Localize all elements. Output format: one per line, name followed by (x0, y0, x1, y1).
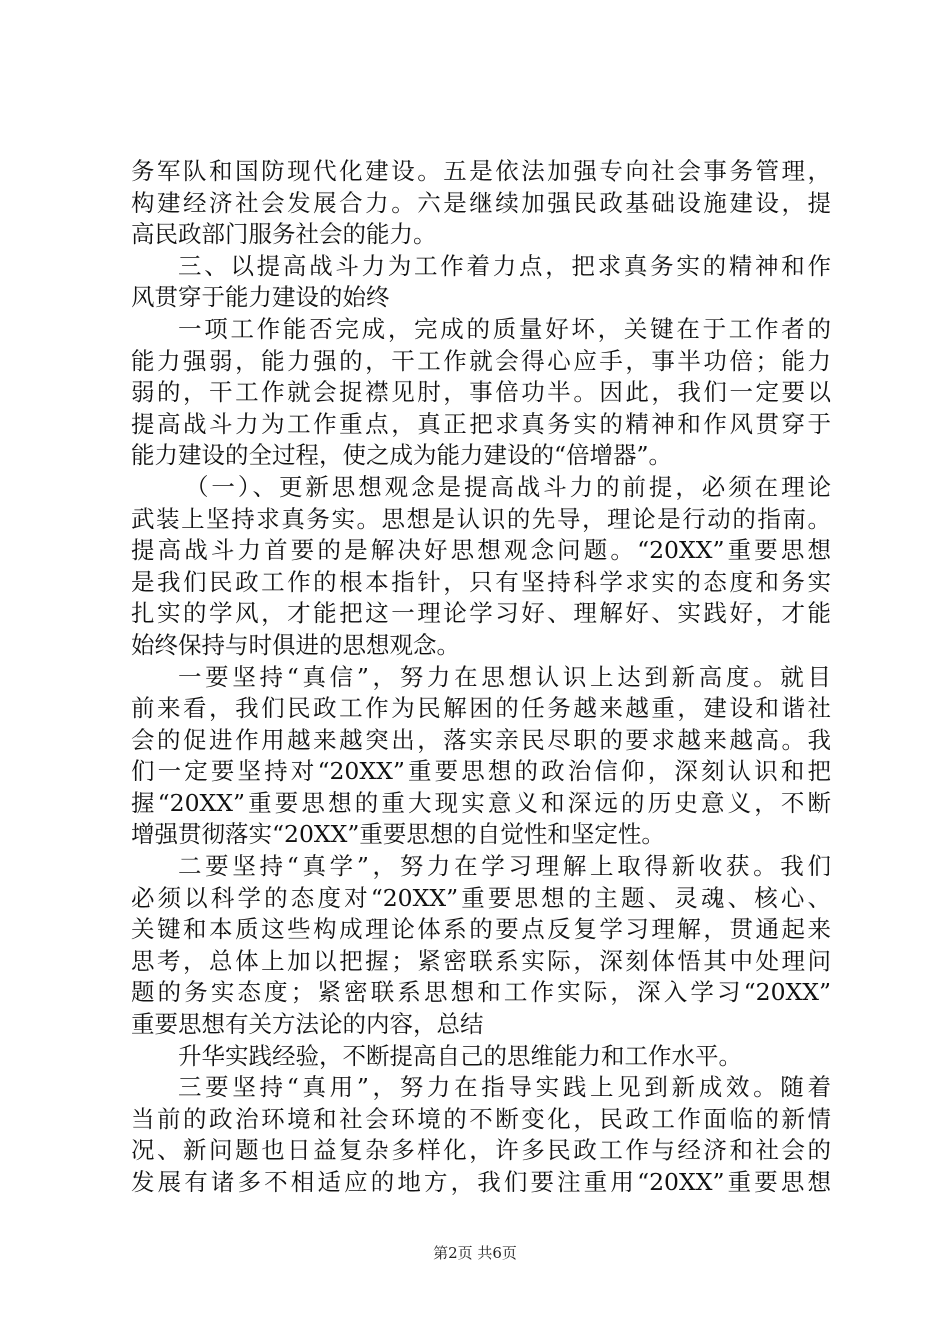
text-line: 三要坚持“真用”，努力在指导实践上见到新成效。随着 (178, 1073, 831, 1102)
text-line: 一项工作能否完成，完成的质量好坏，关键在于工作者的 (178, 314, 831, 343)
text-line: 增强贯彻落实“20XX”重要思想的自觉性和坚定性。 (131, 820, 665, 849)
text-line: 前来看，我们民政工作为民解困的任务越来越重，建设和谐社 (131, 694, 831, 723)
text-line: 们一定要坚持对“20XX”重要思想的政治信仰，深刻认识和把 (131, 757, 831, 786)
text-line: 况、新问题也日益复杂多样化，许多民政工作与经济和社会的 (131, 1136, 831, 1165)
text-line: 是我们民政工作的根本指针，只有坚持科学求实的态度和务实 (131, 567, 831, 596)
text-line: 思考，总体上加以把握；紧密联系实际，深刻体悟其中处理问 (131, 946, 831, 975)
text-line: 重要思想有关方法论的内容，总结 (131, 1010, 484, 1039)
text-line: 一要坚持“真信”，努力在思想认识上达到新高度。就目 (178, 662, 831, 691)
text-line: 升华实践经验，不断提高自己的思维能力和工作水平。 (178, 1041, 742, 1070)
text-line: 握“20XX”重要思想的重大现实意义和深远的历史意义，不断 (131, 788, 831, 817)
text-line: 提高战斗力为工作重点，真正把求真务实的精神和作风贯穿于 (131, 409, 831, 438)
text-line: 务军队和国防现代化建设。五是依法加强专向社会事务管理， (131, 157, 831, 185)
text-line: 能力建设的全过程，使之成为能力建设的“倍增器”。 (131, 441, 673, 470)
text-line: 高民政部门服务社会的能力。 (131, 220, 437, 249)
page-footer: 第2页 共6页 (433, 1244, 517, 1262)
text-line: 发展有诸多不相适应的地方，我们要注重用“20XX”重要思想 (131, 1168, 831, 1196)
text-line: 必须以科学的态度对“20XX”重要思想的主题、灵魂、核心、 (131, 883, 831, 912)
text-line: 能力强弱，能力强的，干工作就会得心应手，事半功倍；能力 (131, 346, 831, 375)
text-line: 扎实的学风，才能把这一理论学习好、理解好、实践好，才能 (131, 599, 831, 628)
text-line: 会的促进作用越来越突出，落实亲民尽职的要求越来越高。我 (131, 725, 831, 754)
text-line: 武装上坚持求真务实。思想是认识的先导，理论是行动的指南。 (131, 504, 831, 533)
text-line: 三、以提高战斗力为工作着力点，把求真务实的精神和作 (178, 251, 831, 280)
text-line: 风贯穿于能力建设的始终 (131, 283, 390, 312)
text-line: （一）、更新思想观念是提高战斗力的前提，必须在理论 (185, 472, 831, 501)
text-line: 二要坚持“真学”，努力在学习理解上取得新收获。我们 (178, 852, 831, 881)
text-line: 构建经济社会发展合力。六是继续加强民政基础设施建设，提 (131, 188, 831, 217)
text-line: 提高战斗力首要的是解决好思想观念问题。“20XX”重要思想 (131, 536, 831, 565)
text-line: 关键和本质这些构成理论体系的要点反复学习理解，贯通起来 (131, 915, 831, 944)
text-line: 始终保持与时俱进的思想观念。 (131, 630, 460, 659)
document-body (131, 156, 831, 1199)
text-line: 弱的，干工作就会捉襟见肘，事倍功半。因此，我们一定要以 (131, 378, 831, 407)
text-line: 当前的政治环境和社会环境的不断变化，民政工作面临的新情 (131, 1104, 831, 1133)
text-line: 题的务实态度；紧密联系思想和工作实际，深入学习“20XX” (131, 978, 831, 1007)
